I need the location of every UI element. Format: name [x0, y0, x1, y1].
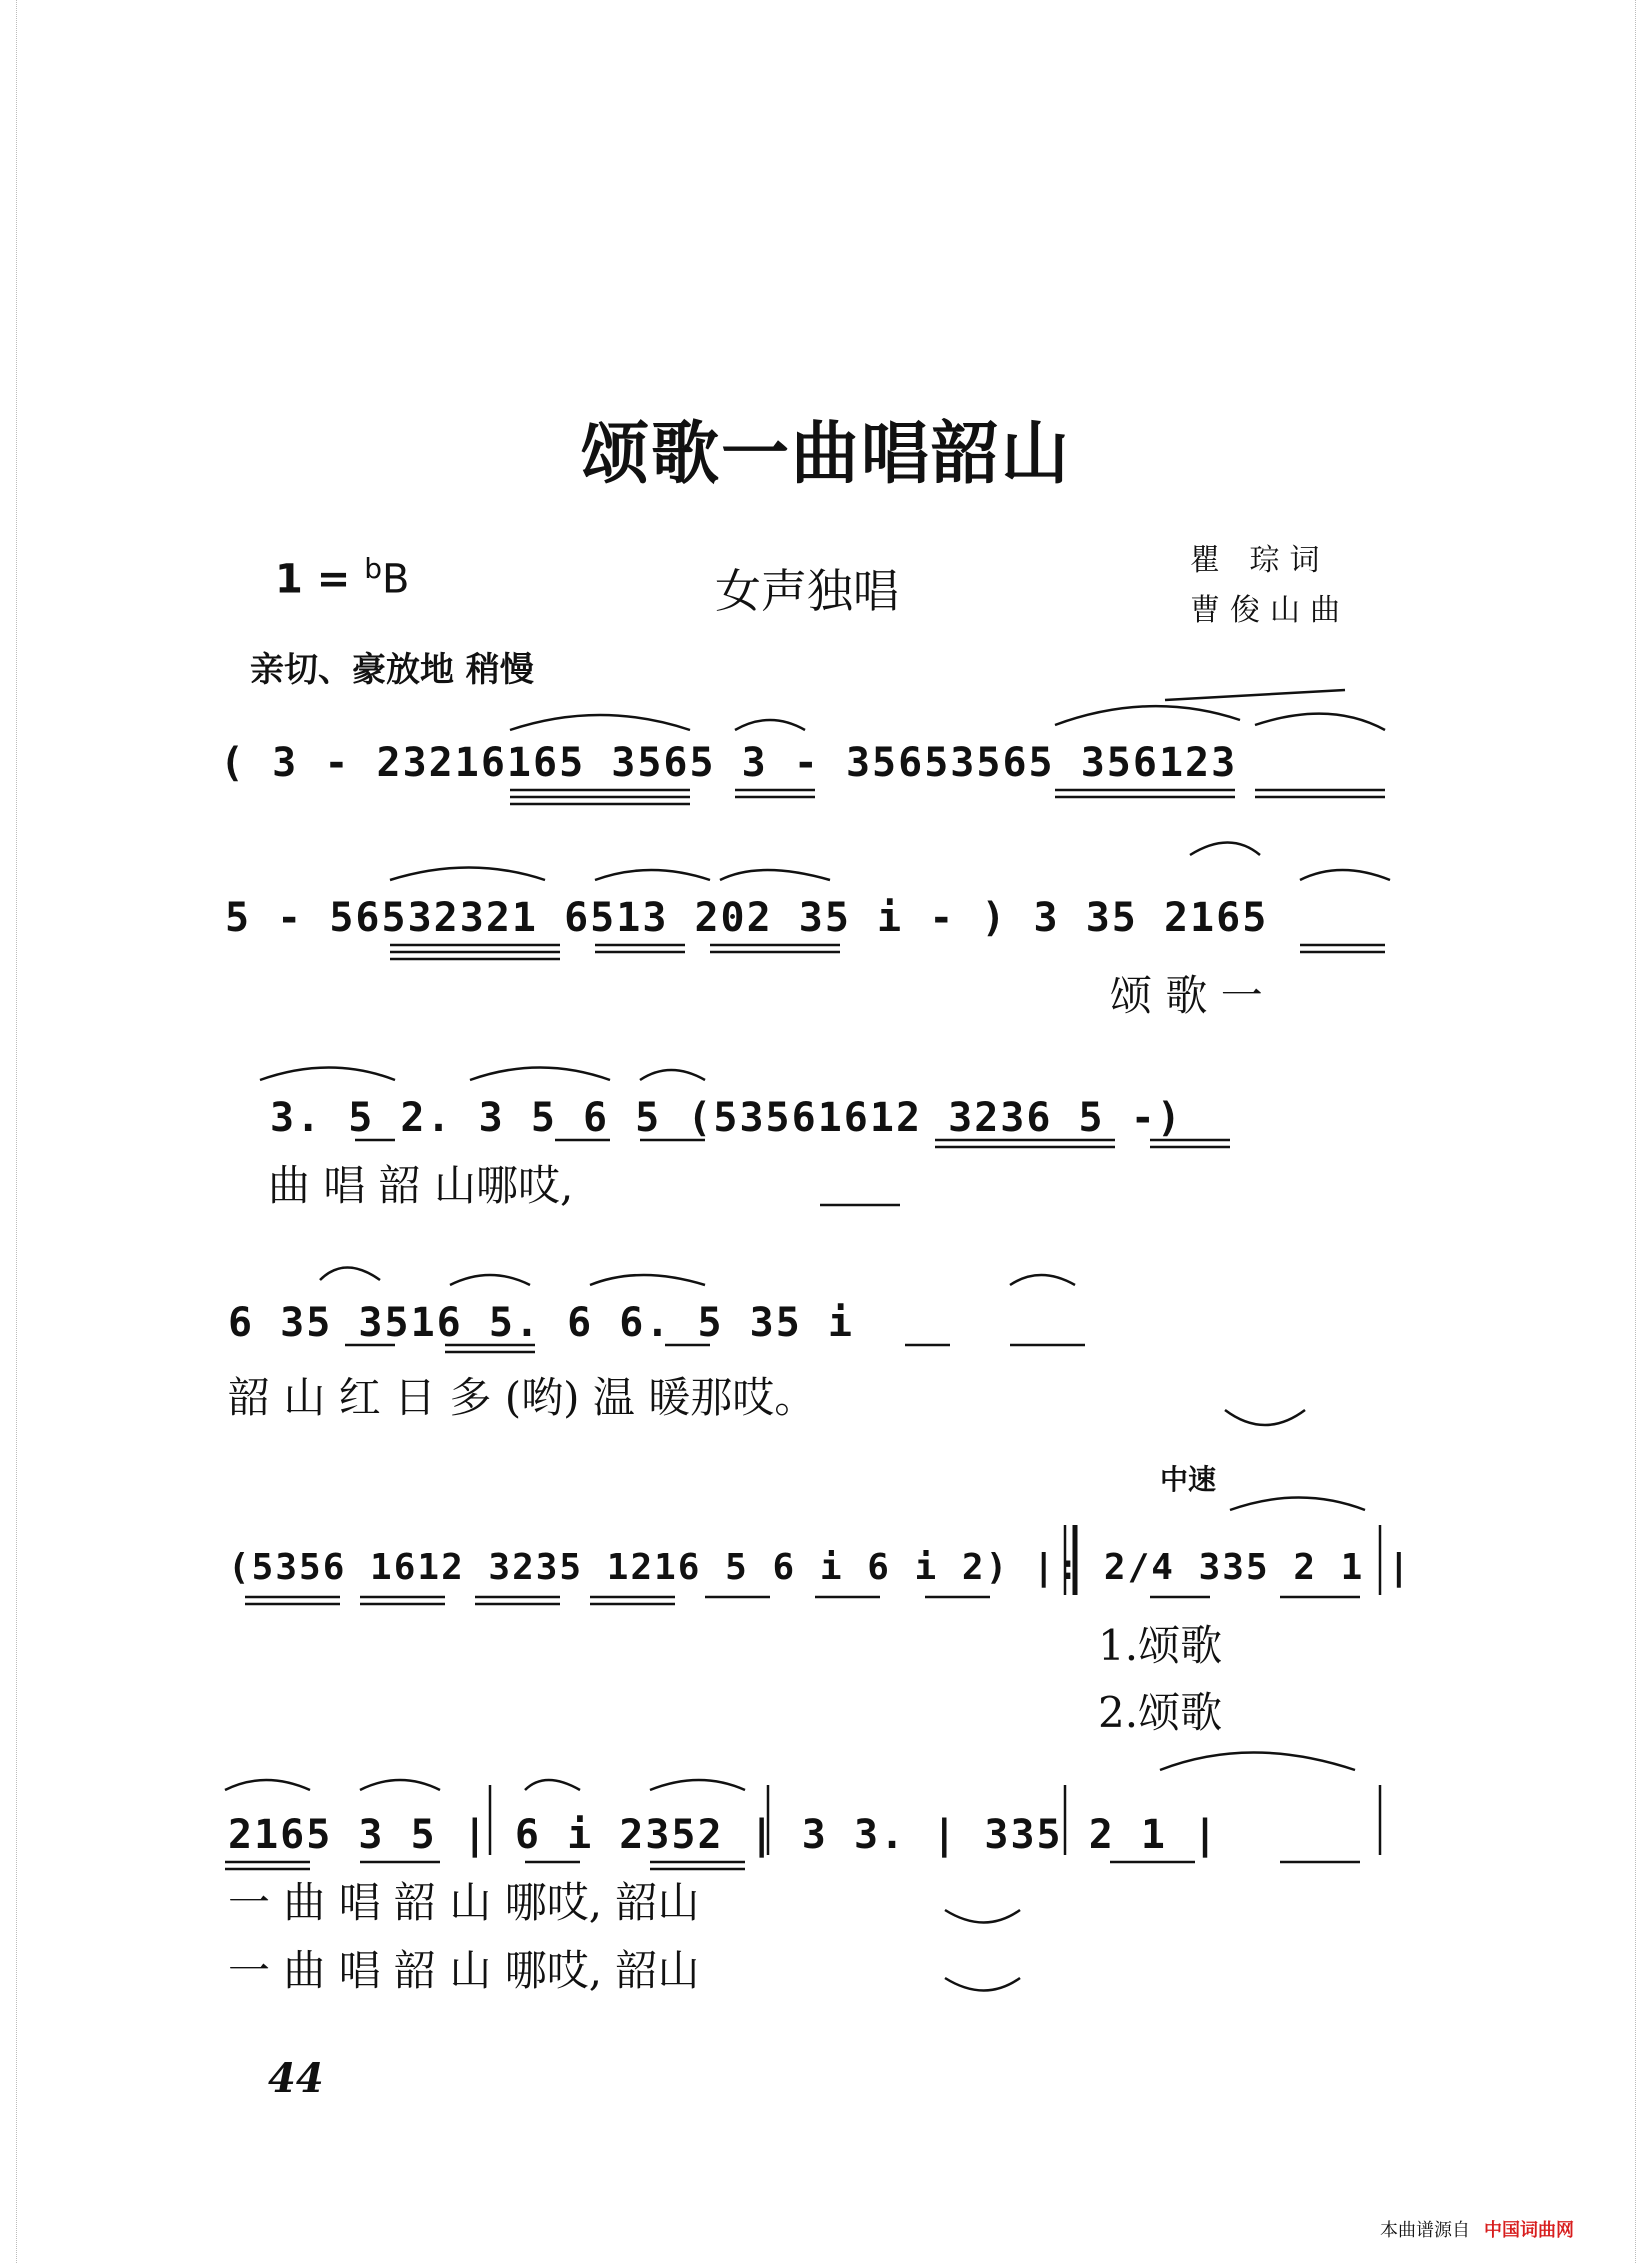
- notation-line-3: 3. 5 2. 3 5 6 5 (53561612 3236 5 -): [270, 1095, 1183, 1141]
- key-flat: b: [364, 552, 382, 585]
- key-note: B: [381, 556, 410, 603]
- song-title: 颂歌一曲唱韶山: [580, 414, 1071, 494]
- composer-credit: 曹俊山曲: [1190, 593, 1350, 628]
- slur: [1255, 714, 1385, 730]
- notation-line-6: 2165 3 5 | 6 i 2352 | 3 3. | 335 2 1 |: [228, 1812, 1220, 1858]
- slur: [1055, 706, 1240, 725]
- lyric-slur: [945, 1978, 1020, 1991]
- slur: [360, 1780, 440, 1790]
- lyric-slur: [945, 1910, 1020, 1923]
- slur: [1165, 690, 1345, 700]
- performance-type: 女声独唱: [715, 564, 899, 618]
- lyric-line-6a: 一 曲 唱 韶 山 哪哎, 韶山: [228, 1878, 700, 1927]
- slur: [720, 870, 830, 880]
- slur: [650, 1780, 745, 1790]
- slur: [1160, 1753, 1355, 1771]
- source-label: 本曲谱源自: [1380, 2220, 1470, 2241]
- notation-line-2: 5 - 56532321 6513 202 35 i - ) 3 35 2165: [225, 895, 1269, 941]
- key-prefix: 1 =: [275, 556, 365, 603]
- lyricist-credit: 瞿 琮词: [1190, 543, 1330, 578]
- source-brand: 中国词曲网: [1484, 2220, 1574, 2241]
- slur: [390, 868, 545, 881]
- slur: [510, 715, 690, 730]
- notation-line-4: 6 35 3516 5. 6 6. 5 35 i: [228, 1300, 854, 1346]
- lyric-line-2: 曲 唱 韶 山哪哎,: [268, 1161, 574, 1210]
- lyric-line-1: 颂 歌 一: [1110, 971, 1263, 1020]
- notation-line-1: ( 3 - 23216165 3565 3 - 35653565 356123: [220, 740, 1238, 786]
- lyric-line-3: 韶 山 红 日 多 (哟) 温 暖那哎。: [228, 1373, 817, 1422]
- lyric-verse-1-start: 1.颂歌: [1098, 1621, 1223, 1670]
- slur: [470, 1068, 610, 1081]
- slur: [525, 1780, 580, 1790]
- slur: [260, 1068, 395, 1081]
- slur: [225, 1780, 310, 1790]
- slur: [590, 1275, 705, 1285]
- slur: [320, 1268, 380, 1281]
- lyric-verse-2-start: 2.颂歌: [1098, 1688, 1223, 1737]
- tempo-marking: 亲切、豪放地 稍慢: [250, 650, 534, 690]
- slur: [1300, 870, 1390, 880]
- slur: [735, 720, 805, 730]
- tempo-marking-2: 中速: [1160, 1463, 1217, 1496]
- lyric-line-6b: 一 曲 唱 韶 山 哪哎, 韶山: [228, 1946, 700, 1995]
- slur: [1190, 843, 1260, 856]
- slur: [450, 1275, 530, 1285]
- slur: [595, 870, 710, 880]
- page-number: 44: [268, 2055, 324, 2102]
- slur: [1230, 1498, 1365, 1511]
- slur: [640, 1070, 705, 1080]
- lyric-slur: [1225, 1410, 1305, 1425]
- slur: [1010, 1275, 1075, 1285]
- notation-line-5: (5356 1612 3235 1216 5 6 i 6 i 2) |: 2/4 335 2 1 |: [228, 1547, 1412, 1588]
